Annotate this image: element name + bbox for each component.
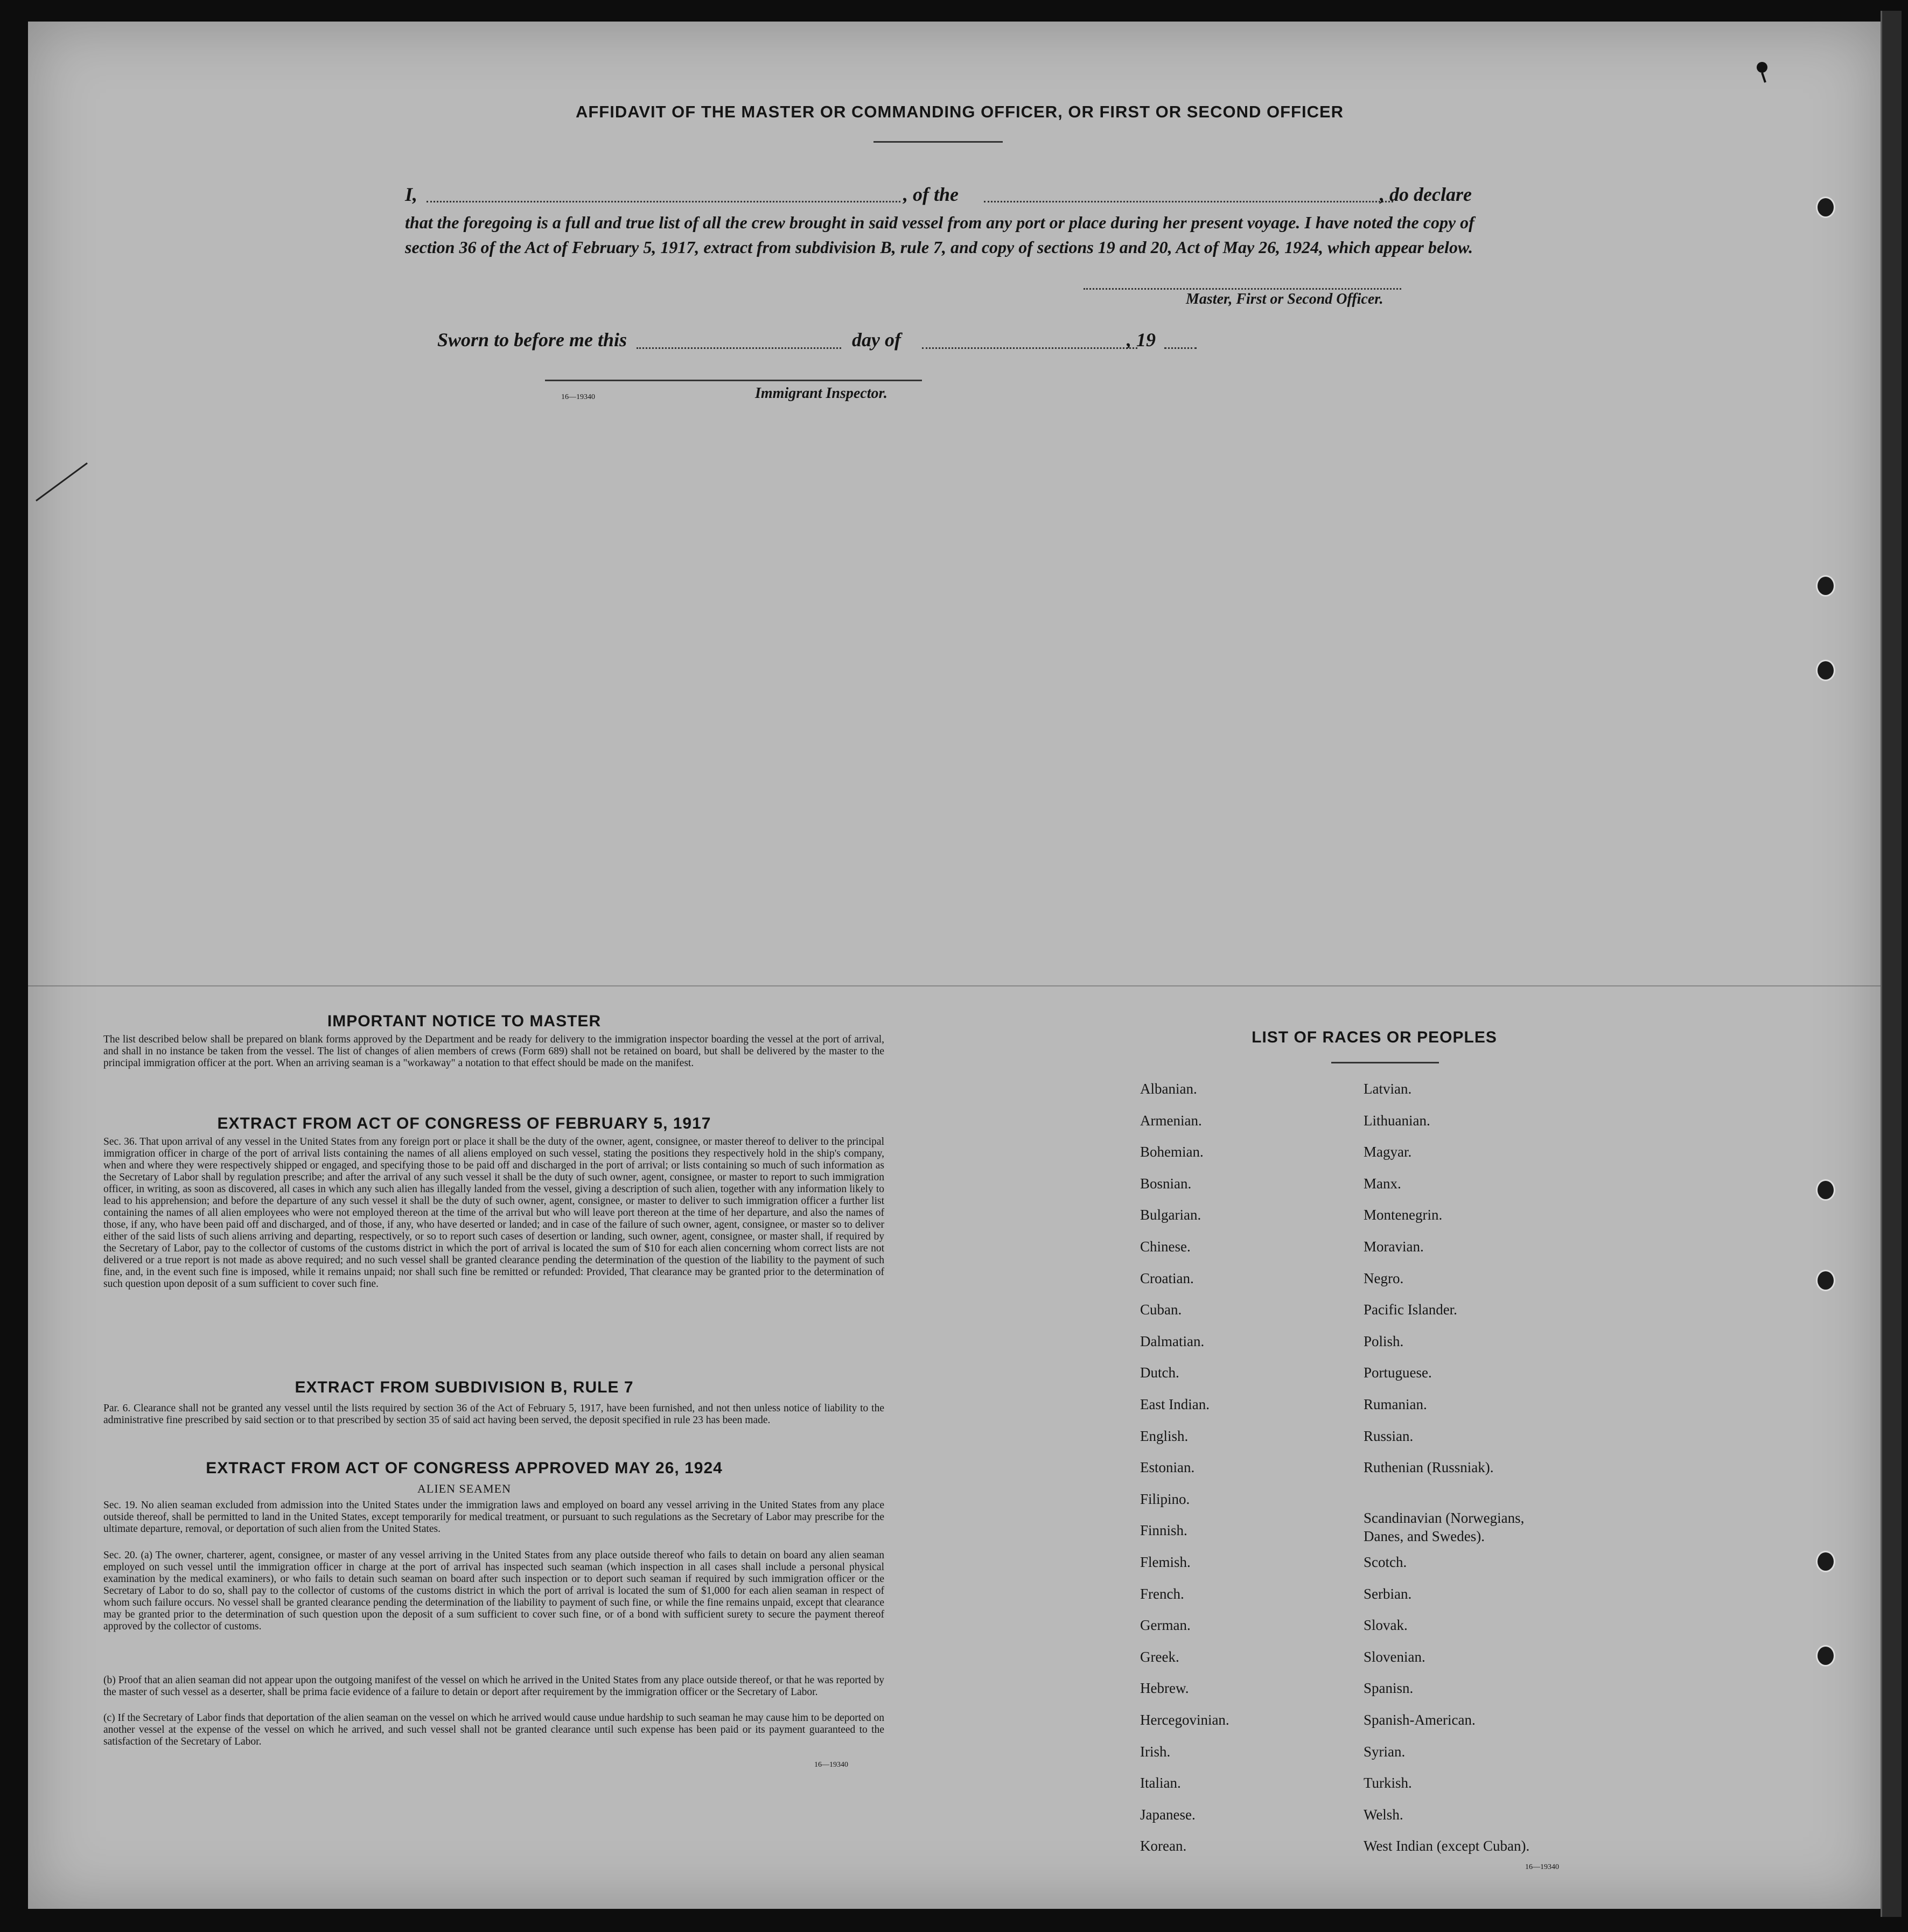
race-item: Slovenian. — [1364, 1648, 1425, 1665]
vessel-blank-line — [984, 201, 1393, 202]
pen-mark-icon — [33, 452, 93, 506]
master-signature-line — [1084, 288, 1401, 290]
sworn-label: Sworn to before me this — [437, 329, 627, 351]
race-item: Dalmatian. — [1140, 1333, 1205, 1349]
race-item: Ruthenian (Russniak). — [1364, 1459, 1494, 1476]
document-sheet — [28, 22, 1881, 1909]
race-item: Montenegrin. — [1364, 1207, 1443, 1223]
race-item: Pacific Islander. — [1364, 1301, 1457, 1318]
race-item: East Indian. — [1140, 1396, 1210, 1412]
page-edge — [1881, 11, 1902, 1917]
day-of-label: day of — [852, 329, 901, 351]
sworn-day-line — [637, 347, 841, 349]
sworn-year-line — [1164, 347, 1197, 349]
sec-20b-text: (b) Proof that an alien seaman did not appear upon the outgoing manifest of the vessel on which he arrived in the United States from any place outside thereof, or that he was reported by the master of such vessel as a deserter, shall be prima facie evidence of a failure to detain or deport after requirement by the immigration officer or the Secretary of Labor. — [103, 1675, 884, 1698]
race-item: Negro. — [1364, 1270, 1404, 1286]
master-signature-label: Master, First or Second Officer. — [1186, 291, 1383, 307]
race-item: Turkish. — [1364, 1775, 1412, 1791]
subdivision-b-title: EXTRACT FROM SUBDIVISION B, RULE 7 — [295, 1378, 634, 1396]
punch-hole-icon — [1816, 1179, 1835, 1201]
race-item: Manx. — [1364, 1175, 1401, 1192]
extract-1917-title: EXTRACT FROM ACT OF CONGRESS OF FEBRUARY 5, 1917 — [217, 1115, 711, 1132]
race-item: Japanese. — [1140, 1806, 1196, 1823]
race-item: Cuban. — [1140, 1301, 1182, 1318]
race-item: Syrian. — [1364, 1743, 1406, 1760]
extract-1917-text: Sec. 36. That upon arrival of any vessel in the United States from any foreign port or place it shall be the duty of the owner, agent, consignee, or master thereof to deliver to the principal immigration officer in charge of the port of arrival lists containing the names of all aliens employed on such vessel, stating the positions they respectively hold in the ship's company, when and where they were respectively shipped or engaged, and specifying those to be paid off and discharged in the port of arrival; or lists containing so much of such information as the Secretary of Labor shall by regulation prescribe; and after the arrival of any such vessel it shall be the duty of such owner, agent, consignee, or master to report to such immigration officer, in writing, as soon as discovered, all cases in which any such alien has illegally landed from the vessel, giving a description of such alien, together with any information likely to lead to his apprehension; and before the departure of any such vessel it shall be the duty of such owner, agent, consignee, or master to deliver to such immigration officer a further list containing the names of all alien employees who were not employed thereon at the time of the arrival but who will leave port thereon at the time of her departure, and also the names of those, if any, who have been paid off and discharged, and of those, if any, who have deserted or landed; and in case of the failure of such owner, agent, consignee, or master so to deliver either of the said lists of such aliens arriving and departing, respectively, or so to report such cases of desertion or landing, such owner, agent, consignee, or master shall, if required by the Secretary of Labor, pay to the collector of customs of the customs district in which the port of arrival is located the sum of $10 for each alien concerning whom correct lists are not delivered or a true report is not made as above required; and no such vessel shall be granted clearance pending the determination of the question of the liability to the payment of such fine, and, in the event such fine is imposed, while it remains unpaid; nor shall such fine be remitted or refunded: Provided, That clearance may be granted prior to the determination of such question upon deposit of a sum sufficient to cover such fine. — [103, 1136, 884, 1290]
extract-1924-title: EXTRACT FROM ACT OF CONGRESS APPROVED MAY 26, 1924 — [206, 1459, 723, 1477]
race-item: Italian. — [1140, 1775, 1181, 1791]
races-form-number: 16—19340 — [1525, 1863, 1559, 1871]
race-item: Welsh. — [1364, 1806, 1403, 1823]
notice-text: The list described below shall be prepared on blank forms approved by the Department and be ready for delivery to the immigration inspector boarding the vessel at the port of arrival, and shall in no instance be taken from the vessel. The list of changes of alien members of crews (Form 689) shall not be retained on board, but shall be delivered by the master to the principal immigration officer at the port. When an arriving seaman is a "workaway" a notation to that effect should be made on the manifest. — [103, 1034, 884, 1069]
title-underline — [873, 141, 1003, 143]
name-blank-line — [427, 201, 900, 202]
race-item: Greek. — [1140, 1648, 1179, 1665]
race-item: Finnish. — [1140, 1522, 1187, 1539]
punch-hole-icon — [1816, 1551, 1835, 1572]
race-item: West Indian (except Cuban). — [1364, 1838, 1530, 1854]
race-item: Spanisn. — [1364, 1680, 1414, 1697]
race-item: Chinese. — [1140, 1238, 1191, 1255]
race-item: Latvian. — [1364, 1081, 1412, 1097]
race-item: Slovak. — [1364, 1617, 1408, 1634]
race-item: Lithuanian. — [1364, 1112, 1430, 1129]
races-title: LIST OF RACES OR PEOPLES — [1252, 1028, 1497, 1046]
sworn-month-line — [922, 347, 1137, 349]
race-item: Estonian. — [1140, 1459, 1195, 1476]
inspector-label: Immigrant Inspector. — [755, 385, 887, 402]
race-item: Hercegovinian. — [1140, 1712, 1229, 1728]
inspector-signature-line — [545, 380, 922, 381]
race-item: German. — [1140, 1617, 1191, 1634]
race-item: Bulgarian. — [1140, 1207, 1201, 1223]
race-item: Croatian. — [1140, 1270, 1194, 1286]
race-item: Serbian. — [1364, 1585, 1412, 1602]
race-item: Filipino. — [1140, 1490, 1190, 1507]
year-prefix: , 19 — [1127, 329, 1156, 351]
race-item: Dutch. — [1140, 1364, 1179, 1381]
alien-seamen-subtitle: ALIEN SEAMEN — [417, 1482, 511, 1495]
affidavit-form-number: 16—19340 — [561, 393, 595, 401]
race-item: Russian. — [1364, 1427, 1414, 1444]
race-item: Flemish. — [1140, 1554, 1191, 1570]
race-item: Magyar. — [1364, 1144, 1412, 1160]
punch-hole-icon — [1816, 660, 1835, 681]
extract-1924-form-number: 16—19340 — [814, 1761, 848, 1769]
ink-mark-icon — [1751, 51, 1784, 83]
race-item: Polish. — [1364, 1333, 1404, 1349]
subdivision-b-text: Par. 6. Clearance shall not be granted any vessel until the lists required by section 36 of the Act of February 5, 1917, have been furnished, and not then unless notice of liability to the administrative fine prescribed by said section or to that prescribed by section 35 of said act having been served, the deposit specified in rule 23 has been made. — [103, 1403, 884, 1426]
race-item: French. — [1140, 1585, 1184, 1602]
affidavit-do-declare: , do declare — [1380, 184, 1472, 205]
race-item: Moravian. — [1364, 1238, 1424, 1255]
punch-hole-icon — [1816, 1270, 1835, 1291]
affidavit-body: that the foregoing is a full and true list of all the crew brought in said vessel from any port or place during her present voyage. I have noted the copy of section 36 of the Act of February 5, 1917, extract from subdivision B, rule 7, and copy of sections 19 and 20, Act of May 26, 1924, which appear below. — [405, 213, 1474, 257]
race-item: Korean. — [1140, 1838, 1187, 1854]
race-item: Scotch. — [1364, 1554, 1407, 1570]
races-underline — [1331, 1062, 1439, 1063]
race-item: Rumanian. — [1364, 1396, 1427, 1412]
fold-line — [28, 985, 1881, 986]
notice-title: IMPORTANT NOTICE TO MASTER — [327, 1012, 602, 1030]
race-item: Armenian. — [1140, 1112, 1202, 1129]
sec-20a-text: Sec. 20. (a) The owner, charterer, agent, consignee, or master of any vessel arriving in the United States from any place outside thereof who fails to detain on board any alien seaman employed on such vessel until the immigration officer in charge at the port of arrival has inspected such seaman (which inspection in all cases shall include a personal physical examination by the medical examiners), or who fails to detain such seaman on board after such inspection or to deport such seaman if required by such immigration officer or the Secretary of Labor to do so, shall pay to the collector of customs of the customs district in which the port of arrival is located the sum of $1,000 for each alien seaman in respect of whom such failure occurs. No vessel shall be granted clearance pending the determination of the liability to payment of such fine, or while the fine remains unpaid, except that clearance may be granted prior to the determination of such question upon the deposit of a sum sufficient to cover such fine, or of a bond with sufficient surety to secure the payment thereof approved by the collector of customs. — [103, 1550, 884, 1632]
affidavit-i: I, — [405, 184, 418, 205]
affidavit-of-the: , of the — [903, 184, 959, 205]
race-item: Irish. — [1140, 1743, 1171, 1760]
affidavit-title: AFFIDAVIT OF THE MASTER OR COMMANDING OFFICER, OR FIRST OR SECOND OFFICER — [575, 102, 1344, 121]
sec-20c-text: (c) If the Secretary of Labor finds that deportation of the alien seaman on the vessel on which he arrived would cause undue hardship to such seaman he may cause him to be deported on another vessel at the expense of the vessel on which he arrived, and such vessel shall not be granted clearance until such expense has been paid or its payment guaranteed to the satisfaction of the Secretary of Labor. — [103, 1712, 884, 1747]
race-item: Portuguese. — [1364, 1364, 1432, 1381]
race-item: Scandinavian (Norwegians, Danes, and Swedes). — [1364, 1509, 1525, 1544]
punch-hole-icon — [1816, 575, 1835, 597]
race-item: Spanish-American. — [1364, 1712, 1476, 1728]
race-item: Hebrew. — [1140, 1680, 1189, 1697]
race-item: Albanian. — [1140, 1081, 1197, 1097]
punch-hole-icon — [1816, 197, 1835, 218]
race-item: English. — [1140, 1427, 1189, 1444]
punch-hole-icon — [1816, 1645, 1835, 1667]
sec-19-text: Sec. 19. No alien seaman excluded from admission into the United States under the immigration laws and employed on board any vessel arriving in the United States from any place outside thereof, shall be permitted to land in the United States, except temporarily for medical treatment, or pursuant to such regulations as the Secretary of Labor may prescribe for the ultimate departure, removal, or deportation of such alien from the United States. — [103, 1500, 884, 1535]
race-item: Bohemian. — [1140, 1144, 1204, 1160]
race-item: Bosnian. — [1140, 1175, 1192, 1192]
